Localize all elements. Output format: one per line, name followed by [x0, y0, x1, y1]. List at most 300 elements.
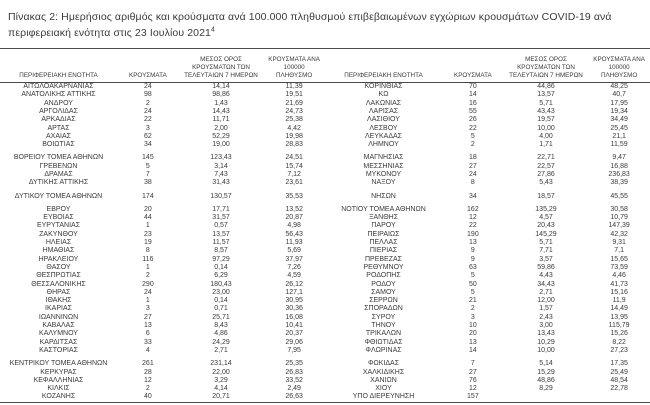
- cases-cell: 190: [467, 230, 479, 238]
- avg7-cell: 19,57: [537, 116, 555, 124]
- avg7-cell: 180,43: [210, 280, 232, 288]
- avg7-cell: 44,86: [537, 83, 555, 91]
- per100k-cell: 25,38: [285, 116, 303, 124]
- per100k-cell: 13,52: [285, 205, 303, 213]
- per100k-cell: 11,39: [285, 83, 303, 91]
- avg7-cell: 4,57: [539, 214, 553, 222]
- region-name-cell: ΠΙΕΡΙΑΣ: [369, 247, 398, 255]
- cases-cell: 2: [470, 305, 475, 313]
- region-name-cell: ΦΛΩΡΙΝΑΣ: [365, 346, 402, 354]
- col-header-cases: ΚΡΟΥΣΜΑΤΑ: [117, 49, 179, 83]
- region-name-cell: ΚΑΛΥΜΝΟΥ: [39, 330, 78, 338]
- cases-cell: 19: [143, 239, 152, 247]
- cases-cell: 21: [468, 297, 477, 305]
- table-row: [0, 393, 325, 401]
- region-name-cell: ΚΑΣΤΟΡΙΑΣ: [39, 346, 78, 354]
- cases-cell: 22: [468, 124, 477, 132]
- table-row: [325, 289, 650, 297]
- region-name-cell: ΕΥΒΟΙΑΣ: [43, 214, 74, 222]
- per100k-cell: 28,83: [285, 141, 303, 149]
- region-name-cell: ΚΑΒΑΛΑΣ: [42, 322, 75, 330]
- cases-cell: 24: [468, 171, 477, 178]
- per100k-cell: 21,1: [612, 132, 626, 140]
- avg7-cell: 5,71: [539, 99, 553, 107]
- table-row: [0, 377, 325, 385]
- per100k-cell: 45,55: [610, 192, 628, 200]
- avg7-cell: 8,29: [539, 385, 553, 393]
- col-header-region: ΠΕΡΙΦΕΡΕΙΑΚΗ ΕΝΟΤΗΤΑ: [0, 49, 117, 83]
- region-name-cell: ΜΑΓΝΗΣΙΑΣ: [363, 154, 404, 162]
- table-row: [325, 163, 650, 171]
- cases-cell: 2: [145, 385, 150, 393]
- per100k-cell: 41,73: [610, 280, 628, 288]
- cases-cell: 3: [145, 124, 150, 132]
- table-row: [325, 171, 650, 179]
- cases-cell: 5: [470, 132, 475, 140]
- region-name-cell: ΦΩΚΙΔΑΣ: [367, 360, 400, 368]
- region-name-cell: ΒΟΙΩΤΙΑΣ: [42, 141, 75, 149]
- table-row: [0, 281, 325, 289]
- avg7-cell: 52,29: [212, 132, 230, 140]
- avg7-cell: 1,43: [214, 99, 228, 107]
- cases-cell: 5: [470, 288, 475, 296]
- region-name-cell: ΤΗΝΟΥ: [371, 322, 396, 330]
- per100k-cell: 7,95: [287, 346, 301, 354]
- cases-cell: 50: [468, 280, 477, 288]
- region-name-cell: ΣΠΟΡΑΔΩΝ: [364, 305, 403, 313]
- avg7-cell: 2,71: [214, 346, 228, 354]
- avg7-cell: 48,86: [537, 376, 555, 384]
- col-header-7day-avg: ΜΕΣΟΣ ΟΡΟΣ ΚΡΟΥΣΜΑΤΩΝ ΤΩΝ ΤΕΛΕΥΤΑΙΩΝ 7 ΗΜΕΡΩΝ: [179, 49, 264, 83]
- table-row: [0, 171, 325, 179]
- cases-cell: 27: [468, 162, 477, 170]
- col-header-per-100k: ΚΡΟΥΣΜΑΤΑ ΑΝΑ 100000 ΠΛΗΘΥΣΜΟ: [263, 49, 325, 83]
- region-name-cell: ΒΟΡΕΙΟΥ ΤΟΜΕΑ ΑΘΗΝΩΝ: [13, 154, 104, 162]
- avg7-cell: 14,43: [212, 107, 230, 115]
- avg7-cell: 3,57: [539, 255, 553, 263]
- region-name-cell: ΣΥΡΟΥ: [371, 313, 396, 321]
- table-row: [325, 239, 650, 247]
- table-row: [0, 239, 325, 247]
- per100k-cell: 8,22: [612, 338, 626, 346]
- region-name-cell: ΘΕΣΣΑΛΟΝΙΚΗΣ: [31, 280, 86, 288]
- per100k-cell: [588, 393, 650, 401]
- per100k-cell: 56,43: [285, 230, 303, 238]
- avg7-cell: 130,57: [210, 192, 232, 200]
- region-name-cell: ΧΑΛΚΙΔΙΚΗΣ: [362, 368, 405, 376]
- avg7-cell: 0,14: [214, 263, 228, 271]
- region-name-cell: ΔΡΑΜΑΣ: [44, 171, 73, 178]
- avg7-cell: 10,29: [537, 338, 555, 346]
- table-row: [0, 330, 325, 338]
- cases-cell: 16: [468, 99, 477, 107]
- avg7-cell: 22,00: [212, 368, 230, 376]
- table-row: [0, 154, 325, 162]
- table-row: [325, 193, 650, 201]
- region-name-cell: ΘΗΡΑΣ: [46, 288, 71, 296]
- avg7-cell: 12,00: [537, 297, 555, 305]
- cases-cell: 9: [470, 247, 475, 255]
- per100k-cell: 25,35: [285, 360, 303, 368]
- region-name-cell: ΕΒΡΟΥ: [46, 205, 71, 213]
- per100k-cell: 30,95: [285, 297, 303, 305]
- table-row: [325, 297, 650, 305]
- table-row: [0, 214, 325, 222]
- cases-cell: 2: [470, 141, 475, 149]
- col-header-per-100k: ΚΡΟΥΣΜΑΤΑ ΑΝΑ 100000 ΠΛΗΘΥΣΜΟ: [588, 49, 650, 83]
- cases-cell: 162: [467, 205, 479, 213]
- per100k-cell: 30,36: [285, 305, 303, 313]
- title-footnote-marker: 4: [210, 26, 215, 34]
- cases-cell: 98: [143, 91, 152, 99]
- table-row: [325, 125, 650, 133]
- cases-cell: 157: [467, 393, 479, 401]
- region-name-cell: ΘΕΣΠΡΩΤΙΑΣ: [36, 272, 81, 280]
- table-row: [0, 116, 325, 124]
- per100k-cell: 9,31: [612, 239, 626, 247]
- per100k-cell: 24,51: [285, 154, 303, 162]
- cases-cell: 14: [468, 346, 477, 354]
- table-row: [325, 116, 650, 124]
- avg7-cell: 135,29: [535, 205, 557, 213]
- cases-cell: 13: [468, 338, 477, 346]
- region-name-cell: ΛΑΡΙΣΑΣ: [368, 107, 399, 115]
- table-header-right: [325, 49, 650, 83]
- cases-cell: 1: [145, 263, 150, 271]
- avg7-cell: 4,86: [214, 330, 228, 338]
- avg7-cell: 59,86: [537, 263, 555, 271]
- region-name-cell: ΚΟΡΙΝΘΙΑΣ: [364, 83, 403, 91]
- region-name-cell: ΗΛΕΙΑΣ: [45, 239, 72, 247]
- cases-cell: 12: [468, 214, 477, 222]
- table-row: [325, 347, 650, 355]
- table-header-left: [0, 49, 325, 83]
- cases-cell: 174: [142, 192, 154, 200]
- cases-cell: 24: [143, 107, 152, 115]
- cases-cell: 76: [468, 376, 477, 384]
- region-name-cell: ΧΑΝΙΩΝ: [370, 376, 397, 384]
- cases-cell: 27: [143, 313, 152, 321]
- table-row: [325, 222, 650, 230]
- table-row: [0, 206, 325, 214]
- region-name-cell: ΤΡΙΚΑΛΩΝ: [365, 330, 402, 338]
- region-name-cell: ΓΡΕΒΕΝΩΝ: [39, 162, 78, 170]
- cases-cell: 1: [145, 222, 150, 230]
- per100k-cell: 15,74: [285, 162, 303, 170]
- cases-cell: 8: [145, 247, 150, 255]
- avg7-cell: 123,43: [210, 154, 232, 162]
- per100k-cell: 34,49: [610, 116, 628, 124]
- per100k-cell: 7,26: [287, 263, 301, 271]
- per100k-cell: 35,53: [285, 192, 303, 200]
- region-name-cell: ΜΥΚΟΝΟΥ: [365, 171, 402, 178]
- per100k-cell: 19,51: [285, 91, 303, 99]
- cases-cell: 28: [143, 368, 152, 376]
- avg7-cell: 4,00: [539, 132, 553, 140]
- table-row: [325, 281, 650, 289]
- avg7-cell: 25,71: [212, 313, 230, 321]
- per100k-cell: 15,16: [610, 288, 628, 296]
- per100k-cell: 10,79: [610, 214, 628, 222]
- avg7-cell: 23,00: [212, 288, 230, 296]
- table-row: [0, 347, 325, 355]
- per100k-cell: 13,95: [610, 313, 628, 321]
- per100k-cell: 27,23: [610, 346, 628, 354]
- cases-cell: 4: [145, 346, 150, 354]
- per100k-cell: 4,46: [612, 272, 626, 280]
- avg7-cell: 231,14: [210, 360, 232, 368]
- table-row: [0, 289, 325, 297]
- region-name-cell: ΖΑΚΥΝΘΟΥ: [39, 230, 78, 238]
- region-name-cell: ΚΩ: [378, 91, 389, 99]
- table-row: [0, 322, 325, 330]
- table-row: [325, 385, 650, 393]
- table-row: [325, 360, 650, 368]
- region-table-right: [325, 49, 650, 402]
- avg7-cell: 1,71: [539, 141, 553, 149]
- avg7-cell: 0,71: [214, 305, 228, 313]
- cases-cell: 10: [468, 322, 477, 330]
- table-row: [325, 247, 650, 255]
- table-body-left: [0, 83, 325, 402]
- region-name-cell: ΠΑΡΟΥ: [371, 222, 396, 230]
- table-row: [0, 339, 325, 347]
- avg7-cell: 2,00: [214, 124, 228, 132]
- cases-cell: 40: [143, 393, 152, 401]
- cases-cell: 23: [143, 230, 152, 238]
- region-name-cell: ΛΕΥΚΑΔΑΣ: [364, 132, 403, 140]
- region-name-cell: ΡΟΔΟΠΗΣ: [366, 272, 401, 280]
- per100k-cell: 19,34: [610, 107, 628, 115]
- table-row: [325, 369, 650, 377]
- region-name-cell: ΚΕΦΑΛΛΗΝΙΑΣ: [33, 376, 84, 384]
- region-name-cell: ΡΕΘΥΜΝΟΥ: [363, 263, 404, 271]
- table-row: [325, 322, 650, 330]
- cases-cell: 20: [468, 330, 477, 338]
- cases-cell: 34: [143, 141, 152, 149]
- per100k-cell: 22,78: [610, 385, 628, 393]
- per100k-cell: 16,88: [610, 162, 628, 170]
- table-row: [325, 214, 650, 222]
- per100k-cell: 11,9: [612, 297, 626, 305]
- avg7-cell: 13,57: [537, 91, 555, 99]
- avg7-cell: 5,43: [539, 179, 553, 187]
- avg7-cell: 14,14: [212, 83, 230, 91]
- avg7-cell: 18,57: [537, 192, 555, 200]
- per100k-cell: 11,93: [285, 239, 303, 247]
- cases-cell: 26: [468, 116, 477, 124]
- cases-cell: 116: [142, 255, 154, 263]
- avg7-cell: 24,29: [212, 338, 230, 346]
- avg7-cell: 0,14: [214, 297, 228, 305]
- table-row: [0, 125, 325, 133]
- table-row: [325, 100, 650, 108]
- table-row: [0, 133, 325, 141]
- region-name-cell: ΡΟΔΟΥ: [371, 280, 396, 288]
- per100k-cell: 10,41: [285, 322, 303, 330]
- table-row: [0, 272, 325, 280]
- region-name-cell: ΑΡΤΑΣ: [47, 124, 70, 132]
- avg7-cell: 5,71: [539, 239, 553, 247]
- cases-cell: 22: [143, 116, 152, 124]
- region-name-cell: ΝΟΤΙΟΥ ΤΟΜΕΑ ΑΘΗΝΩΝ: [341, 205, 426, 213]
- avg7-cell: 20,43: [537, 222, 555, 230]
- cases-cell: 24: [143, 83, 152, 91]
- avg7-cell: 145,29: [535, 230, 557, 238]
- region-name-cell: ΛΕΣΒΟΥ: [369, 124, 398, 132]
- avg7-cell: 13,43: [537, 330, 555, 338]
- avg7-cell: 7,71: [539, 247, 553, 255]
- cases-cell: 290: [142, 280, 154, 288]
- avg7-cell: 11,57: [212, 239, 230, 247]
- avg7-cell: 31,57: [212, 214, 230, 222]
- region-name-cell: ΑΡΓΟΛΙΔΑΣ: [39, 107, 78, 115]
- avg7-cell: 43,43: [537, 107, 555, 115]
- page-title: [8, 9, 638, 42]
- per100k-cell: 236,83: [608, 171, 630, 178]
- region-name-cell: ΚΑΡΔΙΤΣΑΣ: [39, 338, 78, 346]
- covid-region-tables: [0, 49, 650, 402]
- region-name-cell: ΙΚΑΡΙΑΣ: [45, 305, 72, 313]
- cases-cell: 5: [145, 162, 150, 170]
- table-row: [0, 264, 325, 272]
- avg7-cell: 8,57: [214, 247, 228, 255]
- table-row: [0, 193, 325, 201]
- per100k-cell: 9,47: [612, 154, 626, 162]
- per100k-cell: 16,08: [285, 313, 303, 321]
- avg7-cell: 27,86: [537, 171, 555, 178]
- region-name-cell: ΗΡΑΚΛΕΙΟΥ: [38, 255, 79, 263]
- avg7-cell: 11,71: [212, 116, 230, 124]
- region-name-cell: ΚΕΝΤΡΙΚΟΥ ΤΟΜΕΑ ΑΘΗΝΩΝ: [9, 360, 108, 368]
- per100k-cell: 37,97: [285, 255, 303, 263]
- per100k-cell: 7,12: [287, 171, 301, 178]
- region-name-cell: ΕΥΡΥΤΑΝΙΑΣ: [36, 222, 81, 230]
- per100k-cell: 23,61: [285, 179, 303, 187]
- per100k-cell: 33,52: [285, 376, 303, 384]
- cases-cell: 12: [468, 385, 477, 393]
- table-row: [325, 339, 650, 347]
- avg7-cell: 20,71: [212, 393, 230, 401]
- per100k-cell: 14,49: [610, 305, 628, 313]
- per100k-cell: 20,37: [285, 330, 303, 338]
- table-row: [325, 231, 650, 239]
- cases-cell: 44: [143, 214, 152, 222]
- avg7-cell: 0,57: [214, 222, 228, 230]
- per100k-cell: 29,06: [285, 338, 303, 346]
- col-header-region: ΠΕΡΙΦΕΡΕΙΑΚΗ ΕΝΟΤΗΤΑ: [325, 49, 442, 83]
- region-name-cell: ΠΕΛΛΑΣ: [369, 239, 398, 247]
- table-row: [0, 108, 325, 116]
- cases-cell: 9: [470, 255, 475, 263]
- per100k-cell: 4,59: [287, 272, 301, 280]
- col-header-7day-avg: ΜΕΣΟΣ ΟΡΟΣ ΚΡΟΥΣΜΑΤΩΝ ΤΩΝ ΤΕΛΕΥΤΑΙΩΝ 7 ΗΜΕΡΩΝ: [504, 49, 589, 83]
- avg7-cell: 22,57: [537, 162, 555, 170]
- cases-cell: 70: [468, 83, 477, 91]
- table-row: [0, 83, 325, 92]
- cases-cell: 33: [143, 338, 152, 346]
- table-row: [0, 247, 325, 255]
- avg7-cell: 3,14: [214, 162, 228, 170]
- table-row: [325, 83, 650, 92]
- table-row: [325, 256, 650, 264]
- avg7-cell: 31,43: [212, 179, 230, 187]
- per100k-cell: 2,49: [287, 385, 301, 393]
- avg7-cell: 34,43: [537, 280, 555, 288]
- table-row: [0, 297, 325, 305]
- per100k-cell: 26,12: [285, 280, 303, 288]
- avg7-cell: 3,29: [214, 376, 228, 384]
- cases-cell: 13: [143, 322, 152, 330]
- header-row: [325, 49, 650, 83]
- avg7-cell: 5,14: [539, 360, 553, 368]
- region-name-cell: ΝΑΞΟΥ: [371, 179, 396, 187]
- per100k-cell: 20,87: [285, 214, 303, 222]
- region-name-cell: ΛΑΣΙΘΙΟΥ: [367, 116, 400, 124]
- avg7-cell: 4,43: [539, 272, 553, 280]
- per100k-cell: 147,39: [608, 222, 630, 230]
- region-name-cell: ΞΑΝΘΗΣ: [368, 214, 399, 222]
- table-row: [325, 330, 650, 338]
- cases-cell: 18: [468, 154, 477, 162]
- region-name-cell: ΔΥΤΙΚΗΣ ΑΤΤΙΚΗΣ: [28, 179, 89, 187]
- region-name-cell: ΦΘΙΩΤΙΔΑΣ: [364, 338, 403, 346]
- cases-cell: 3: [145, 305, 150, 313]
- per100k-cell: 4,98: [287, 222, 301, 230]
- region-name-cell: ΔΥΤΙΚΟΥ ΤΟΜΕΑ ΑΘΗΝΩΝ: [14, 192, 103, 200]
- region-name-cell: ΘΑΣΟΥ: [46, 263, 71, 271]
- region-name-cell: ΚΟΖΑΝΗΣ: [41, 393, 76, 401]
- region-name-cell: ΣΑΜΟΥ: [371, 288, 396, 296]
- avg7-cell: 13,57: [212, 230, 230, 238]
- cases-cell: 2: [145, 99, 150, 107]
- table-row: [0, 141, 325, 149]
- avg7-cell: 17,71: [212, 205, 230, 213]
- cases-cell: 5: [470, 272, 475, 280]
- avg7-cell: 2,71: [539, 288, 553, 296]
- region-name-cell: ΜΕΣΣΗΝΙΑΣ: [363, 162, 404, 170]
- cases-cell: 55: [468, 107, 477, 115]
- avg7-cell: 98,86: [212, 91, 230, 99]
- avg7-cell: 3,00: [539, 322, 553, 330]
- per100k-cell: 40,7: [612, 91, 626, 99]
- table-row: [0, 256, 325, 264]
- table-row: [0, 179, 325, 187]
- region-name-cell: ΧΙΟΥ: [375, 385, 392, 393]
- avg7-cell: 1,57: [539, 305, 553, 313]
- region-name-cell: ΥΠΟ ΔΙΕΡΕΥΝΗΣΗ: [352, 393, 415, 401]
- header-row: [0, 49, 325, 83]
- avg7-cell: 19,00: [212, 141, 230, 149]
- cases-cell: 12: [143, 376, 152, 384]
- avg7-cell: 15,29: [537, 368, 555, 376]
- per100k-cell: 115,79: [608, 322, 630, 330]
- table-row: [0, 385, 325, 393]
- region-name-cell: ΑΙΤΩΛΟΑΚΑΡΝΑΝΙΑΣ: [23, 83, 94, 91]
- avg7-cell: [504, 393, 589, 401]
- table-row: [325, 377, 650, 385]
- cases-cell: 27: [468, 368, 477, 376]
- cases-cell: 3: [470, 313, 475, 321]
- per100k-cell: 48,25: [610, 83, 628, 91]
- cases-cell: 13: [468, 239, 477, 247]
- table-bottom-rule: [0, 402, 650, 403]
- region-name-cell: ΝΗΣΩΝ: [371, 192, 396, 200]
- cases-cell: 22: [468, 222, 477, 230]
- table-row: [325, 133, 650, 141]
- per100k-cell: 4,42: [287, 124, 301, 132]
- per100k-cell: 7,1: [614, 247, 624, 255]
